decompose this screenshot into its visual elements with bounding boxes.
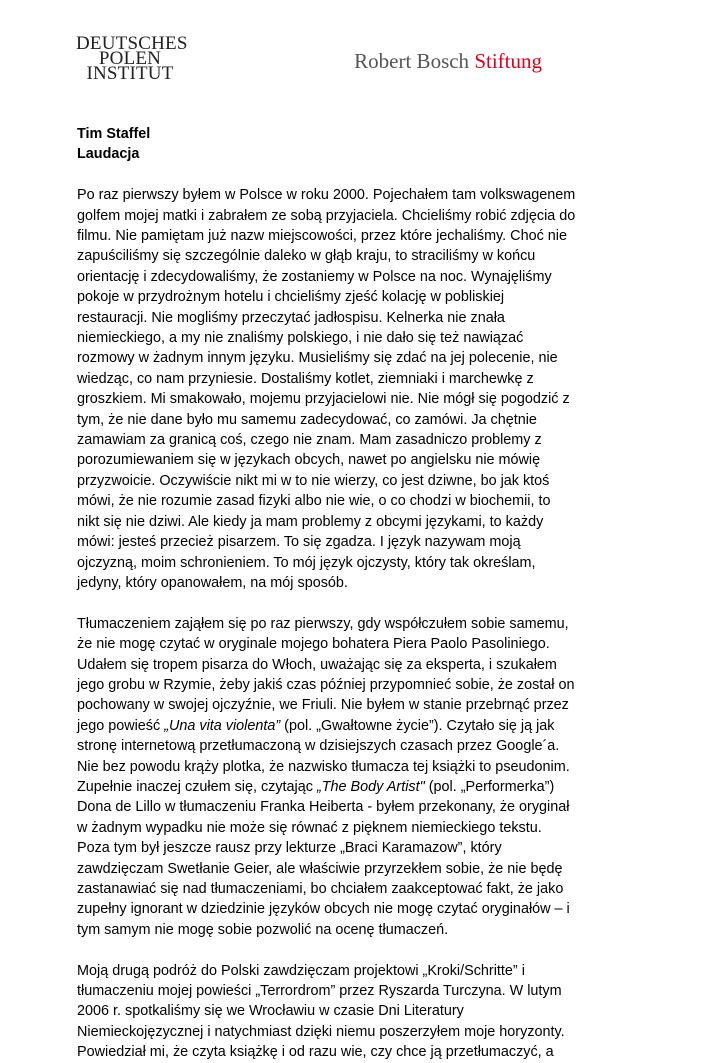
- paragraph: [77, 185, 576, 593]
- deutsches-polen-institut-logo: [76, 33, 188, 84]
- text-line: zapuściliśmy się szczególnie daleko w głąb kraju, to straciliśmy w końcu: [77, 248, 536, 265]
- robert-bosch-stiftung-logo: [354, 49, 542, 74]
- text-line: groszkiem. Mi smakowało, mojemu przyjacielowi nie. Nie mógł się pogodzić z: [77, 391, 570, 408]
- text-line: zupełny ignorant w dziedzinie języków obcych nie mogę czytać oryginałów – i: [77, 901, 570, 918]
- text-line: Poza tym był jeszcze rausz przy lekturze „Braci Karamazow”, który: [77, 840, 502, 857]
- text-line: porozumiewaniem się w językach obcych, nawet po angielsku nie mówię: [77, 452, 541, 469]
- text-line: przyzwoicie. Oczywiście nikt mi w to nie wierzy, co jest dziwne, bo jak ktoś: [77, 472, 550, 489]
- text-line: zamawiam za granicą coś, czego nie znam. Mam zasadniczo problemy z: [77, 432, 542, 449]
- text-line: restauracji. Nie mogliśmy przeczytać jadłospisu. Kelnerka nie znała: [77, 309, 505, 326]
- text-line: orientację i zdecydowaliśmy, że zostaniemy w Polsce na noc. Wynajęliśmy: [77, 268, 552, 285]
- text-line: Tłumaczeniem zająłem się po raz pierwszy, gdy współczułem sobie samemu,: [77, 615, 569, 632]
- text-line: zastanawiać się nad tłumaczeniami, bo chciałem zaakceptować fakt, że jako: [77, 881, 564, 897]
- text-line: Moją drugą podróż do Polski zawdzięczam projektowi „Kroki/Schritte” i: [77, 962, 525, 979]
- text-line: że nie mogę czytać w oryginale mojego bohatera Piera Paolo Pasoliniego.: [77, 636, 550, 653]
- text-line: wiedząc, co nam przyniesie. Dostaliśmy kotlet, ziemniaki i marchewkę z: [77, 370, 534, 387]
- paragraph: [77, 961, 565, 1063]
- text-line: Powiedział mi, że czyta książkę i od razu wie, czy chce ją przetłumaczyć, a: [77, 1044, 554, 1061]
- rbs-logo-stiftung: Stiftung: [474, 49, 542, 73]
- dpi-logo-line: POLEN: [98, 48, 162, 69]
- text-line: pokoje w przydrożnym hotelu i chcieliśmy zjeść kolację w pobliskiej: [77, 289, 505, 306]
- document-title: Laudacja: [77, 146, 140, 163]
- dpi-logo-line: DEUTSCHES: [76, 33, 188, 54]
- text-line: stronę internetową przetłumaczoną w dzisiejszych czasach przez Google´a.: [77, 738, 560, 755]
- text-line: jego grobu w Rzymie, żeby jakiś czas później przypomnieć sobie, że został on: [77, 676, 575, 693]
- text-line: pochowany w swojej ojczyźnie, we Friuli. Nie byłem w stanie przebrnąć przez: [77, 697, 569, 714]
- text-line: Nie bez powodu krąży plotka, że nazwisko tłumacza tej książki to pseudonim.: [77, 758, 570, 775]
- document-body: [77, 124, 576, 1063]
- text-line: jego powieść „Una vita violenta” (pol. „Gwałtowne życie”). Czytało się ją jak: [77, 717, 555, 734]
- text-line: Po raz pierwszy byłem w Polsce w roku 2000. Pojechałem tam volkswagenem: [77, 187, 576, 204]
- text-line: mówi, że nie rozumie zasad fizyki albo nie wie, o co chodzi w biochemii, to: [77, 493, 551, 510]
- text-line: nikt się nie dziwi. Ale kiedy ja mam problemy z obcymi językami, to każdy: [77, 513, 544, 530]
- text-line: zawdzięczam Swetłanie Geier, ale właściwie przyrzekłem sobie, że nie będę: [77, 860, 563, 877]
- text-line: rozmowy w żadnym innym języku. Musieliśmy się zdać na jej polecenie, nie: [77, 350, 558, 367]
- text-line: jedyny, który opanowałem, na mój sposób.: [77, 574, 348, 591]
- paragraph: [77, 614, 575, 941]
- text-line: tym, że nie dane było mu samemu zadecydować, co zamówi. Ja chętnie: [77, 411, 537, 428]
- text-line: tłumaczeniu mojej powieści „Terrordrom” przez Ryszarda Turczyna. W lutym: [77, 983, 562, 1000]
- text-line: filmu. Nie pamiętam już nazw miejscowości, przez które jechaliśmy. Choć nie: [77, 228, 567, 245]
- text-line: Dona de Lillo w tłumaczeniu Franka Heiberta - byłem przekonany, że oryginał: [77, 799, 570, 816]
- text-line: w żadnym wypadku nie może się równać z pięknem niemieckiego tekstu.: [77, 819, 542, 836]
- text-line: Niemieckojęzycznej i natychmiast dzięki niemu poszerzyłem moje horyzonty.: [77, 1023, 565, 1040]
- text-line: ojczyzną, moim schronieniem. To mój język ojczysty, który tak określam,: [77, 554, 536, 571]
- dpi-logo-line: INSTITUT: [86, 63, 174, 84]
- paragraphs-container: [77, 185, 576, 1062]
- text-line: Zupełnie inaczej czułem się, czytając „The Body Artist" (pol. „Performerka”): [77, 778, 555, 795]
- rbs-logo-name: Robert Bosch: [354, 49, 470, 73]
- text-line: golfem mojej matki i zabrałem ze sobą przyjaciela. Chcieliśmy robić zdjęcia do: [77, 207, 576, 224]
- text-line: Udałem się tropem pisarza do Włoch, uważając się za eksperta, i szukałem: [77, 656, 557, 673]
- text-line: mówi: jesteś przecież pisarzem. To się zgadza. I język nazywam moją: [77, 534, 521, 551]
- text-line: tym samym nie mogę sobie pozwolić na ocenę tłumaczeń.: [77, 921, 449, 938]
- author-name: Tim Staffel: [77, 126, 151, 142]
- text-line: 2006 r. spotkaliśmy się we Wrocławiu w czasie Dni Literatury: [77, 1003, 464, 1020]
- text-line: niemieckiego, a my nie znaliśmy polskiego, i nie dało się też nawiązać: [77, 330, 524, 347]
